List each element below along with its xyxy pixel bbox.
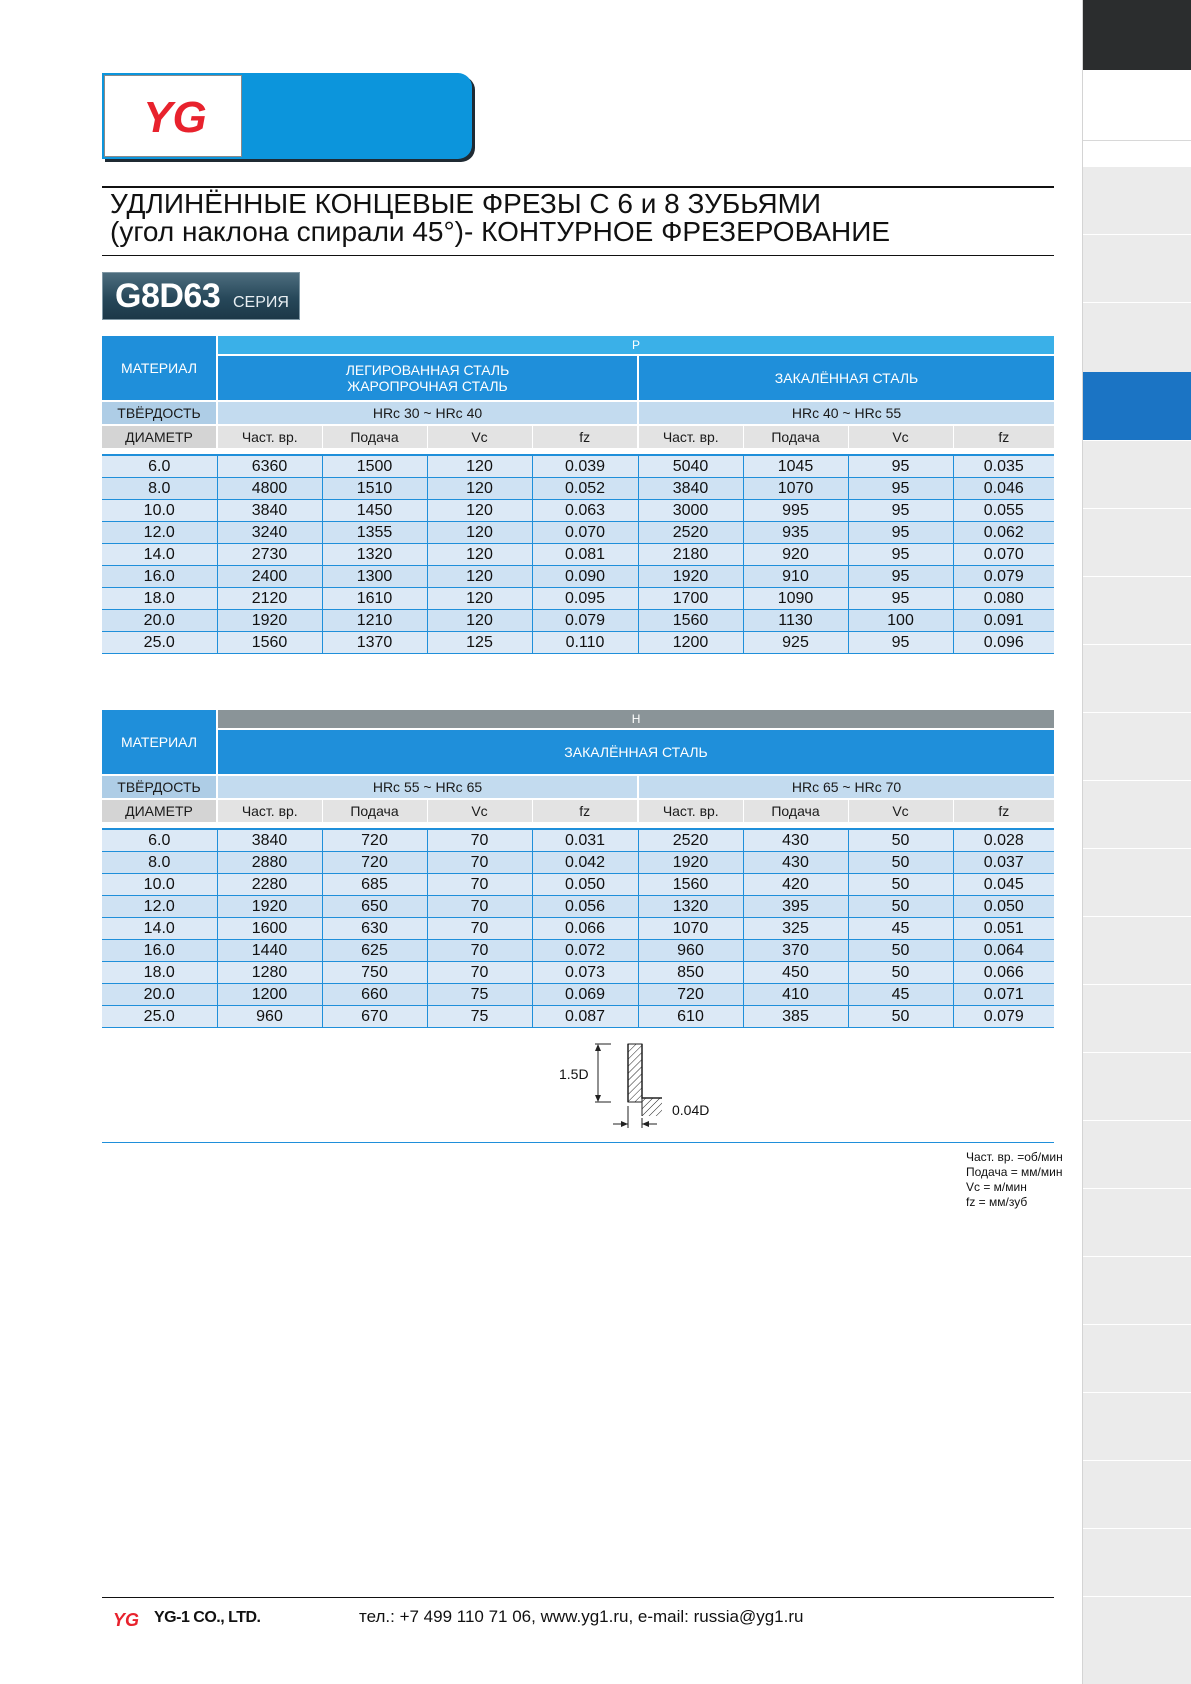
table-cell: 95 <box>848 632 953 654</box>
column-header: fz <box>953 425 1054 448</box>
table-row <box>102 918 1054 940</box>
table-cell: 1070 <box>638 918 743 940</box>
table-row <box>102 632 1054 654</box>
table-cell: 610 <box>638 1006 743 1028</box>
table-cell: 2730 <box>217 544 322 566</box>
table-cell: 720 <box>322 829 427 852</box>
table-cell: 395 <box>743 896 848 918</box>
table-cell: 1560 <box>638 874 743 896</box>
table-cell: 100 <box>848 610 953 632</box>
column-header: Vc <box>427 425 532 448</box>
material-group-left-line-2: ЖАРОПРОЧНАЯ СТАЛЬ <box>347 378 508 394</box>
headline-rule-bottom <box>102 255 1054 256</box>
table-spacer <box>102 822 1054 829</box>
table-row <box>102 478 1054 500</box>
table-cell: 850 <box>638 962 743 984</box>
footer-company-name: YG-1 CO., LTD. <box>154 1609 261 1626</box>
side-tab[interactable] <box>1083 0 1191 70</box>
table-cell: 0.095 <box>532 588 638 610</box>
side-tab[interactable] <box>1083 1052 1191 1120</box>
side-tab[interactable] <box>1083 1528 1191 1596</box>
diameter-cell: 12.0 <box>102 522 217 544</box>
table-cell: 0.091 <box>953 610 1054 632</box>
table-cell: 660 <box>322 984 427 1006</box>
milling-depth-diagram <box>555 1040 725 1136</box>
table-row <box>102 896 1054 918</box>
table-cell: 450 <box>743 962 848 984</box>
table-cell: 0.031 <box>532 829 638 852</box>
table-cell: 685 <box>322 874 427 896</box>
table-cell: 420 <box>743 874 848 896</box>
table-cell: 1920 <box>217 610 322 632</box>
table-cell: 960 <box>217 1006 322 1028</box>
diameter-cell: 18.0 <box>102 962 217 984</box>
table-cell: 95 <box>848 500 953 522</box>
table-cell: 6360 <box>217 455 322 478</box>
table-cell: 120 <box>427 522 532 544</box>
table-cell: 0.079 <box>953 566 1054 588</box>
table-cell: 95 <box>848 588 953 610</box>
yg-logo-text: YG <box>143 96 207 140</box>
table-row <box>102 455 1054 478</box>
side-tab[interactable] <box>1083 1256 1191 1324</box>
side-tab[interactable] <box>1083 70 1191 140</box>
table-row <box>102 962 1054 984</box>
table-cell: 75 <box>427 1006 532 1028</box>
table-cell: 1500 <box>322 455 427 478</box>
table-cell: 1450 <box>322 500 427 522</box>
table-cell: 45 <box>848 918 953 940</box>
table-cell: 50 <box>848 852 953 874</box>
table-cell: 1610 <box>322 588 427 610</box>
side-tab[interactable] <box>1083 1120 1191 1188</box>
table-cell: 0.051 <box>953 918 1054 940</box>
iso-group-label: H <box>217 710 1054 729</box>
table-cell: 1200 <box>217 984 322 1006</box>
table-spacer <box>102 448 1054 455</box>
hardness-range-right: HRc 40 ~ HRc 55 <box>638 401 1054 425</box>
units-legend-line: Подача = мм/мин <box>966 1165 1063 1179</box>
table-cell: 3840 <box>638 478 743 500</box>
dimension-line-depth <box>595 1044 611 1102</box>
table-cell: 920 <box>743 544 848 566</box>
column-header: Подача <box>743 799 848 822</box>
table-cell: 120 <box>427 478 532 500</box>
column-header: Част. вр. <box>638 799 743 822</box>
diameter-cell: 8.0 <box>102 478 217 500</box>
table-cell: 4800 <box>217 478 322 500</box>
table-cell: 1320 <box>322 544 427 566</box>
table-cell: 625 <box>322 940 427 962</box>
table-row <box>102 852 1054 874</box>
diagram-width-label: 0.04D <box>672 1102 710 1118</box>
table-cell: 0.045 <box>953 874 1054 896</box>
logo-box <box>104 75 242 157</box>
table-row <box>102 1006 1054 1028</box>
table-cell: 120 <box>427 610 532 632</box>
table-cell: 0.079 <box>953 1006 1054 1028</box>
diameter-cell: 10.0 <box>102 500 217 522</box>
table-cell: 430 <box>743 829 848 852</box>
table-cell: 1130 <box>743 610 848 632</box>
table-cell: 1920 <box>217 896 322 918</box>
table-cell: 125 <box>427 632 532 654</box>
column-header: Част. вр. <box>217 425 322 448</box>
table-cell: 0.071 <box>953 984 1054 1006</box>
column-header: Vc <box>427 799 532 822</box>
series-label: СЕРИЯ <box>233 294 289 311</box>
table-cell: 120 <box>427 566 532 588</box>
table-cell: 70 <box>427 852 532 874</box>
table-row <box>102 588 1054 610</box>
table-row <box>102 940 1054 962</box>
side-tab[interactable] <box>1083 234 1191 302</box>
table-row <box>102 984 1054 1006</box>
table-cell: 750 <box>322 962 427 984</box>
diameter-cell: 6.0 <box>102 829 217 852</box>
table-cell: 0.056 <box>532 896 638 918</box>
table-cell: 50 <box>848 874 953 896</box>
table-cell: 2400 <box>217 566 322 588</box>
table-cell: 95 <box>848 455 953 478</box>
section-rule <box>102 1142 1054 1143</box>
table-cell: 650 <box>322 896 427 918</box>
table-cell: 1560 <box>638 610 743 632</box>
column-header: Част. вр. <box>638 425 743 448</box>
column-header: Подача <box>322 799 427 822</box>
table-cell: 0.042 <box>532 852 638 874</box>
table-cell: 0.046 <box>953 478 1054 500</box>
column-header: Vc <box>848 799 953 822</box>
table-cell: 720 <box>322 852 427 874</box>
table-cell: 3240 <box>217 522 322 544</box>
table-cell: 95 <box>848 544 953 566</box>
table-cell: 370 <box>743 940 848 962</box>
table-cell: 1210 <box>322 610 427 632</box>
table-cell: 3000 <box>638 500 743 522</box>
table-cell: 70 <box>427 940 532 962</box>
side-tab[interactable] <box>1083 780 1191 848</box>
table-row <box>102 500 1054 522</box>
column-header: Vc <box>848 425 953 448</box>
table-row <box>102 544 1054 566</box>
table-cell: 2880 <box>217 852 322 874</box>
diameter-cell: 10.0 <box>102 874 217 896</box>
table-cell: 960 <box>638 940 743 962</box>
cutting-data-table-h <box>102 710 1054 1028</box>
side-tab[interactable] <box>1083 916 1191 984</box>
table-cell: 0.052 <box>532 478 638 500</box>
table-cell: 925 <box>743 632 848 654</box>
table-cell: 1370 <box>322 632 427 654</box>
side-tab[interactable] <box>1083 848 1191 916</box>
units-legend-line: fz = мм/зуб <box>966 1195 1028 1209</box>
units-legend-line: Част. вр. =об/мин <box>966 1150 1063 1164</box>
column-header: Подача <box>743 425 848 448</box>
table-cell: 910 <box>743 566 848 588</box>
footer-logo-mark <box>104 1610 148 1628</box>
hardness-label: ТВЁРДОСТЬ <box>102 401 217 425</box>
footer-contact: тел.: +7 499 110 71 06, www.yg1.ru, e-mail: russia@yg1.ru <box>359 1607 804 1626</box>
side-tab[interactable] <box>1083 440 1191 508</box>
table-cell: 3840 <box>217 500 322 522</box>
table-cell: 1920 <box>638 566 743 588</box>
table-cell: 1440 <box>217 940 322 962</box>
table-cell: 1560 <box>217 632 322 654</box>
table-cell: 50 <box>848 829 953 852</box>
table-cell: 0.087 <box>532 1006 638 1028</box>
table-cell: 95 <box>848 522 953 544</box>
table-cell: 1090 <box>743 588 848 610</box>
footer-logo-text: YG <box>112 1610 140 1628</box>
table-cell: 5040 <box>638 455 743 478</box>
table-cell: 0.096 <box>953 632 1054 654</box>
table-cell: 120 <box>427 455 532 478</box>
diameter-label: ДИАМЕТР <box>102 425 217 448</box>
table-row <box>102 829 1054 852</box>
table-cell: 50 <box>848 962 953 984</box>
table-cell: 0.064 <box>953 940 1054 962</box>
side-tab[interactable] <box>1083 1188 1191 1256</box>
table-cell: 70 <box>427 896 532 918</box>
units-legend <box>966 1150 1063 1210</box>
material-label: МАТЕРИАЛ <box>102 710 217 775</box>
table-cell: 0.080 <box>953 588 1054 610</box>
table-cell: 70 <box>427 962 532 984</box>
material-group: ЗАКАЛЁННАЯ СТАЛЬ <box>217 729 1054 775</box>
diameter-cell: 8.0 <box>102 852 217 874</box>
table-cell: 70 <box>427 829 532 852</box>
table-cell: 0.069 <box>532 984 638 1006</box>
side-tab[interactable] <box>1083 140 1191 166</box>
diameter-label: ДИАМЕТР <box>102 799 217 822</box>
series-badge <box>102 272 300 320</box>
table-cell: 0.072 <box>532 940 638 962</box>
diameter-cell: 25.0 <box>102 632 217 654</box>
table-cell: 0.028 <box>953 829 1054 852</box>
table-cell: 410 <box>743 984 848 1006</box>
table-cell: 1280 <box>217 962 322 984</box>
table-cell: 0.066 <box>953 962 1054 984</box>
diameter-cell: 20.0 <box>102 984 217 1006</box>
table-cell: 120 <box>427 500 532 522</box>
column-header: fz <box>953 799 1054 822</box>
diameter-cell: 16.0 <box>102 940 217 962</box>
table-cell: 70 <box>427 918 532 940</box>
diameter-cell: 6.0 <box>102 455 217 478</box>
column-header: Част. вр. <box>217 799 322 822</box>
diameter-cell: 14.0 <box>102 918 217 940</box>
side-tab[interactable] <box>1083 166 1191 234</box>
table-cell: 0.055 <box>953 500 1054 522</box>
table-cell: 630 <box>322 918 427 940</box>
material-group-left-line-1: ЛЕГИРОВАННАЯ СТАЛЬ <box>345 362 510 378</box>
table-cell: 50 <box>848 896 953 918</box>
table-cell: 50 <box>848 940 953 962</box>
table-cell: 0.063 <box>532 500 638 522</box>
table-cell: 45 <box>848 984 953 1006</box>
table-cell: 0.050 <box>532 874 638 896</box>
column-header: Подача <box>322 425 427 448</box>
diagram-depth-label: 1.5D <box>559 1066 589 1082</box>
table-cell: 2120 <box>217 588 322 610</box>
material-group-left <box>217 355 638 401</box>
hardness-label: ТВЁРДОСТЬ <box>102 775 217 799</box>
logo-banner <box>102 73 472 161</box>
side-tab[interactable] <box>1083 712 1191 780</box>
diameter-cell: 20.0 <box>102 610 217 632</box>
side-tab[interactable] <box>1083 1596 1191 1684</box>
table-cell: 0.110 <box>532 632 638 654</box>
table-cell: 3840 <box>217 829 322 852</box>
side-tab[interactable] <box>1083 1460 1191 1528</box>
table-cell: 70 <box>427 874 532 896</box>
table-cell: 2280 <box>217 874 322 896</box>
column-header: fz <box>532 425 638 448</box>
workpiece-section <box>628 1044 662 1116</box>
table-cell: 0.079 <box>532 610 638 632</box>
table-cell: 95 <box>848 478 953 500</box>
table-cell: 2520 <box>638 522 743 544</box>
table-cell: 120 <box>427 544 532 566</box>
table-cell: 0.070 <box>532 522 638 544</box>
yg-logo-mark <box>113 96 237 140</box>
table-cell: 935 <box>743 522 848 544</box>
side-tab[interactable] <box>1083 508 1191 576</box>
table-cell: 670 <box>322 1006 427 1028</box>
side-tab[interactable] <box>1083 1392 1191 1460</box>
page-title <box>110 190 890 246</box>
diameter-cell: 12.0 <box>102 896 217 918</box>
table-cell: 2520 <box>638 829 743 852</box>
side-index-tabs <box>1083 0 1191 1684</box>
table-cell: 95 <box>848 566 953 588</box>
table-cell: 75 <box>427 984 532 1006</box>
side-tab-active[interactable] <box>1083 372 1191 440</box>
table-cell: 1355 <box>322 522 427 544</box>
table-cell: 2180 <box>638 544 743 566</box>
hardness-range-left: HRc 30 ~ HRc 40 <box>217 401 638 425</box>
table-cell: 1320 <box>638 896 743 918</box>
table-cell: 325 <box>743 918 848 940</box>
table-cell: 0.073 <box>532 962 638 984</box>
side-tab[interactable] <box>1083 984 1191 1052</box>
iso-group-label: P <box>217 336 1054 355</box>
table-cell: 430 <box>743 852 848 874</box>
footer-rule <box>102 1597 1054 1598</box>
side-tab[interactable] <box>1083 576 1191 644</box>
table-cell: 1045 <box>743 455 848 478</box>
diameter-cell: 14.0 <box>102 544 217 566</box>
side-tab[interactable] <box>1083 1324 1191 1392</box>
table-cell: 0.050 <box>953 896 1054 918</box>
table-cell: 0.081 <box>532 544 638 566</box>
table-cell: 0.090 <box>532 566 638 588</box>
page-title-line-2: (угол наклона спирали 45°)- КОНТУРНОЕ ФРЕЗЕРОВАНИЕ <box>110 216 891 247</box>
table-cell: 995 <box>743 500 848 522</box>
table-cell: 1600 <box>217 918 322 940</box>
page-title-line-1: УДЛИНЁННЫЕ КОНЦЕВЫЕ ФРЕЗЫ С 6 и 8 ЗУБЬЯМИ <box>110 188 822 219</box>
diameter-cell: 16.0 <box>102 566 217 588</box>
table-cell: 120 <box>427 588 532 610</box>
material-group-right: ЗАКАЛЁННАЯ СТАЛЬ <box>638 355 1054 401</box>
hardness-range-left: HRc 55 ~ HRc 65 <box>217 775 638 799</box>
table-cell: 1700 <box>638 588 743 610</box>
diameter-cell: 25.0 <box>102 1006 217 1028</box>
table-cell: 0.062 <box>953 522 1054 544</box>
column-header: fz <box>532 799 638 822</box>
hardness-range-right: HRc 65 ~ HRc 70 <box>638 775 1054 799</box>
table-cell: 720 <box>638 984 743 1006</box>
table-row <box>102 566 1054 588</box>
table-cell: 1300 <box>322 566 427 588</box>
table-row <box>102 522 1054 544</box>
table-cell: 0.066 <box>532 918 638 940</box>
table-cell: 0.039 <box>532 455 638 478</box>
table-cell: 1510 <box>322 478 427 500</box>
table-cell: 0.037 <box>953 852 1054 874</box>
table-cell: 50 <box>848 1006 953 1028</box>
table-row <box>102 610 1054 632</box>
table-row <box>102 874 1054 896</box>
table-cell: 1200 <box>638 632 743 654</box>
table-cell: 385 <box>743 1006 848 1028</box>
material-label: МАТЕРИАЛ <box>102 336 217 401</box>
cutting-data-table-p <box>102 336 1054 654</box>
table-cell: 1920 <box>638 852 743 874</box>
table-cell: 0.070 <box>953 544 1054 566</box>
side-tab[interactable] <box>1083 644 1191 712</box>
diameter-cell: 18.0 <box>102 588 217 610</box>
table-cell: 1070 <box>743 478 848 500</box>
series-code: G8D63 <box>115 277 221 315</box>
side-tab[interactable] <box>1083 302 1191 372</box>
table-cell: 0.035 <box>953 455 1054 478</box>
units-legend-line: Vc = м/мин <box>966 1180 1027 1194</box>
